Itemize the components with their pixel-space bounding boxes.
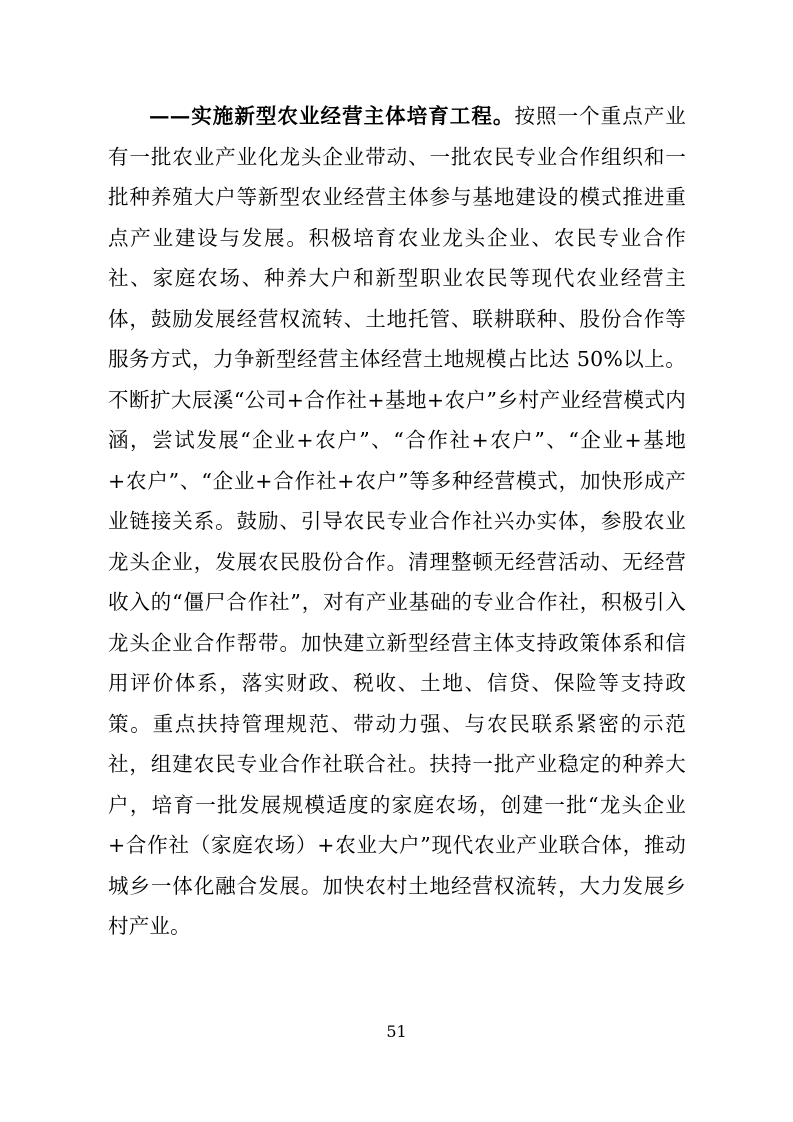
page-content (108, 96, 686, 947)
body-paragraph (108, 96, 686, 947)
page-number: 51 (386, 1022, 407, 1041)
paragraph-lead-heading: ——实施新型农业经营主体培育工程。 (149, 104, 515, 128)
paragraph-body-text: 按照一个重点产业有一批农业产业化龙头企业带动、一批农民专业合作组织和一批种养殖大户等新型农业经营主体参与基地建设的模式推进重点产业建设与发展。积极培育农业龙头企业、农民专业合作社、家庭农场、种养大户和新型职业农民等现代农业经营主体，鼓励发展经营权流转、土地托管、联耕联种、股份合作等服务方式，力争新型经营主体经营土地规模占比达 50%以上。不断扩大辰溪“公司+合作社+基地+农户”乡村产业经营模式内涵，尝试发展“企业+农户”、“合作社+农户”、“企业+基地+农户”、“企业+合作社+农户”等多种经营模式，加快形成产业链接关系。鼓励、引导农民专业合作社兴办实体，参股农业龙头企业，发展农民股份合作。清理整顿无经营活动、无经营收入的“僵尸合作社”，对有产业基础的专业合作社，积极引入龙头企业合作帮带。加快建立新型经营主体支持政策体系和信用评价体系，落实财政、税收、土地、信贷、保险等支持政策。重点扶持管理规范、带动力强、与农民联系紧密的示范社，组建农民专业合作社联合社。扶持一批产业稳定的种养大户，培育一批发展规模适度的家庭农场，创建一批“龙头企业+合作社（家庭农场）+农业大户”现代农业产业联合体，推动城乡一体化融合发展。加快农村土地经营权流转，大力发展乡村产业。 (108, 104, 686, 938)
